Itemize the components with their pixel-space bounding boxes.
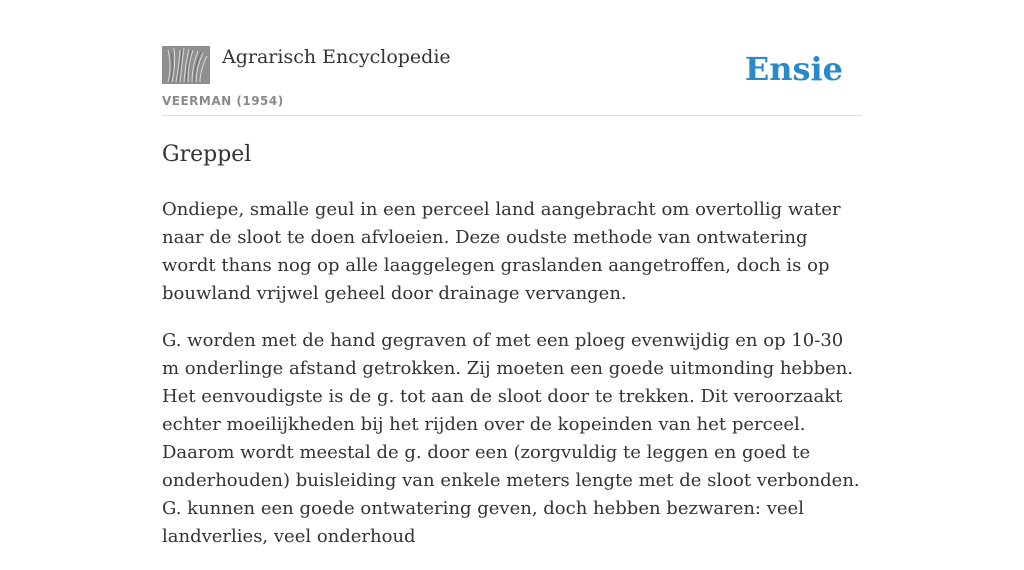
source-title[interactable]: Agrarisch Encyclopedie: [222, 46, 451, 68]
header: [162, 44, 862, 116]
article: [162, 140, 862, 570]
wheat-ears-icon[interactable]: [162, 46, 210, 84]
brand-logo[interactable]: Ensie: [744, 50, 843, 88]
article-title: Greppel: [162, 142, 252, 167]
author-label: VEERMAN (1954): [162, 94, 284, 108]
article-paragraph: Ondiepe, smalle geul in een perceel land aangebracht om overtollig water naar de sloot te doen afvloeien. Deze oudste methode van ontwatering wordt thans nog op alle laaggelegen graslanden aangetroffen, doch is op bouwland vrijwel geheel door drainage vervangen.: [162, 199, 841, 304]
article-paragraph: G. worden met de hand gegraven of met een ploeg evenwijdig en op 10-30 m onderlinge afstand getrokken. Zij moeten een goede uitmonding hebben. Het eenvoudigste is de g. tot aan de sloot door te trekken. Dit veroorzaakt echter moeilijkheden bij het rijden over de kopeinden van het perceel. Daarom wordt meestal de g. door een (zorgvuldig te leggen en goed te onderhouden) buisleiding van enkele meters lengte met de sloot verbonden. G. kunnen een goede ontwatering geven, doch hebben bezwaren: veel landverlies, veel onderhoud: [162, 330, 860, 547]
header-divider: [162, 115, 862, 116]
